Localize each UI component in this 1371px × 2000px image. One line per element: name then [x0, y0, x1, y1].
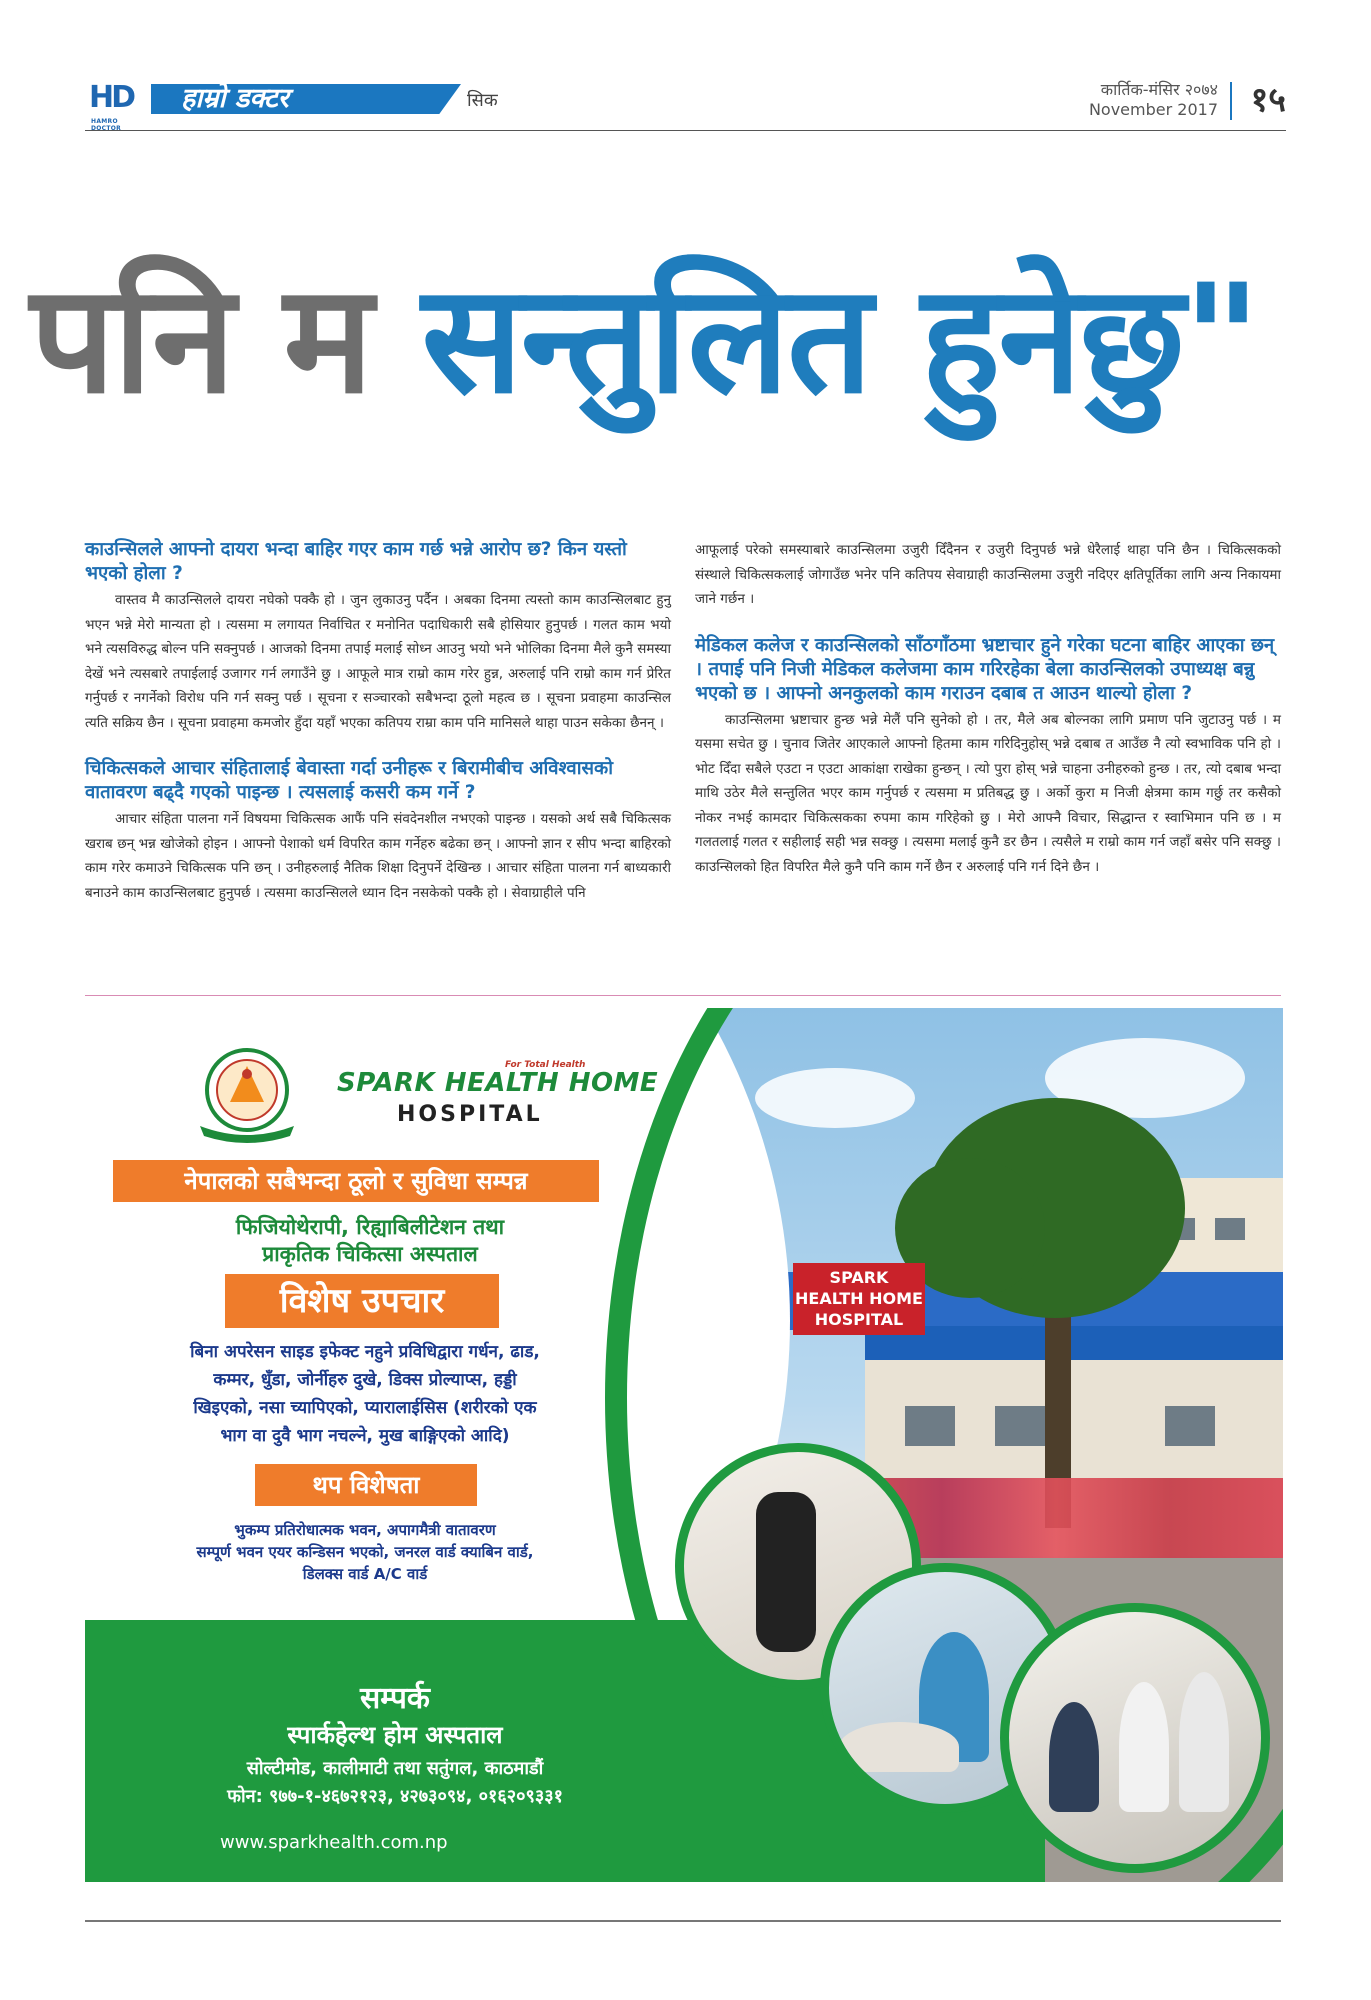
special-line-1: बिना अपरेसन साइड इफेक्ट नहुने प्रविधिद्वारा गर्धन, ढाड, [190, 1342, 540, 1362]
contact-phone: फोन: ९७७-१-४६७२१२३, ४२७३०९४, ०१६२०९३३१ [227, 1786, 563, 1807]
ad-subtitle-2: प्राकृतिक चिकित्सा अस्पताल [262, 1242, 478, 1266]
date-nepali: कार्तिक-मंसिर २०७४ [1100, 80, 1218, 99]
hospital-emblem [180, 1044, 314, 1144]
question-1: काउन्सिलले आफ्नो दायरा भन्दा बाहिर गएर काम गर्छ भन्ने आरोप छ? किन यस्तो भएको होला ? [85, 539, 627, 584]
yoga-figure [1119, 1682, 1169, 1812]
date-english: November 2017 [1088, 100, 1218, 119]
article-column-right [695, 538, 1281, 901]
hospital-tagline-small: For Total Health [505, 1060, 586, 1070]
hospital-name-line-2: HOSPITAL [397, 1102, 543, 1127]
headline-part-1: पनि म [30, 253, 422, 427]
contact-address: सोल्टीमोड, कालीमाटी तथा सतुंगल, काठमाडौं [246, 1758, 544, 1779]
yoga-figure [1179, 1672, 1229, 1812]
section-label: सिक [467, 90, 498, 111]
contact-title: सम्पर्क [360, 1681, 430, 1716]
article-column-left [85, 538, 671, 927]
article-ad-divider [85, 995, 1281, 996]
sign-line-3: HOSPITAL [814, 1310, 904, 1329]
page-header [85, 78, 1286, 131]
logo-subtext: HAMRO DOCTOR [91, 118, 122, 132]
article-headline [30, 250, 1259, 430]
ad-subtitle-1: फिजियोथेरापी, रिह्याबिलीटेशन तथा [235, 1215, 505, 1239]
hospital-advertisement [85, 1008, 1283, 1882]
issue-date [1089, 80, 1218, 120]
special-line-4: भाग वा दुवै भाग नचल्ने, मुख बाङ्गिएको आदि) [220, 1426, 510, 1446]
yoga-class-photo [1000, 1603, 1270, 1873]
header-divider [1230, 82, 1232, 120]
headline-part-2: सन्तुलित हुनेछु" [421, 253, 1260, 427]
answer-1: वास्तव मै काउन्सिलले दायरा नघेको पक्कै हो । जुन लुकाउनु पर्दैन । अबका दिनमा त्यस्तो काम काउन्सिलबाट हुनु भएन भन्ने मेरो मान्यता हो । त्यसमा म लगायत निर्वाचित र मनोनित पदाधिकारी सबै होसियार हुनुपर्छ । गलत काम भयो भने त्यसविरुद्ध बोल्न पनि सक्नुपर्छ । आजको दिनमा तपाई मलाई सोध्न आउनु भयो भने भोलिका दिनमा मैले कुनै समस्या देखें भने त्यसबारे तपाईलाई उजागर गर्न लगाउँने छु । आफूले मात्र राम्रो काम गरेर हुन्न, अरुलाई पनि राम्रो काम गर्न प्रेरित गर्नुपर्छ र नगर्नेको विरोध पनि गर्न सक्नु पर्छ । सूचना र सञ्चारको सबैभन्दा ठूलो महत्व छ । सूचना प्रवाहमा काउन्सिल त्यति सक्रिय छैन । सूचना प्रवाहमा कमजोर हुँदा यहाँ भएका कतिपय राम्रा काम पनि मानिसले थाहा पाउन सकेका छैनन् । [85, 592, 671, 731]
extra-line-1: भुकम्प प्रतिरोधात्मक भवन, अपागमैत्री वातावरण [234, 1521, 496, 1539]
contact-hospital-name: स्पार्कहेल्थ होम अस्पताल [287, 1721, 503, 1749]
sign-line-2: HEALTH HOME [795, 1289, 923, 1308]
hospital-name-line-1: SPARK HEALTH HOME [337, 1068, 659, 1098]
yoga-figure [1049, 1702, 1099, 1812]
special-line-3: खिइएको, नसा च्यापिएको, प्यारालाईसिस (शरीरको एक [193, 1398, 537, 1418]
extra-line-2: सम्पूर्ण भवन एयर कन्डिसन भएको, जनरल वार्ड क्याबिन वार्ड, [196, 1543, 534, 1561]
page-number: १५ [1250, 80, 1286, 120]
magazine-name: हाम्रो डक्टर [181, 83, 289, 114]
extra-features-title: थप विशेषता [255, 1464, 477, 1506]
answer-2: आचार संहिता पालना गर्ने विषयमा चिकित्सक आफैं पनि संवदेनशील नभएको पाइन्छ । यसको अर्थ सबै चिकित्सक खराब छन् भन्न खोजेको होइन । आफ्नो पेशाको धर्म विपरित काम गर्नेहरु बढेका छन् । आफ्नो ज्ञान र सीप भन्दा बाहिरको काम गरेर कमाउने चिकित्सक पनि छन् । उनीहरुलाई नैतिक शिक्षा दिनुपर्ने देखिन्छ । आचार संहिता पालना गर्न बाध्यकारी बनाउने काम काउन्सिलबाट हुनुपर्छ । त्यसमा काउन्सिलले ध्यान दिन नसकेको पक्कै हो । सेवाग्राहीले पनि [85, 811, 671, 901]
extra-line-3: डिलक्स वार्ड A/C वार्ड [302, 1565, 428, 1583]
special-line-2: कम्मर, धुँडा, जोर्नीहरु दुखे, डिक्स प्रोल्याप्स, हड्डी [213, 1370, 517, 1390]
special-treatment-title: विशेष उपचार [225, 1274, 499, 1328]
answer-3: काउन्सिलमा भ्रष्टाचार हुन्छ भन्ने मेलैं पनि सुनेको हो । तर, मैले अब बोल्नका लागि प्रमाण पनि जुटाउनु पर्छ । म यसमा सचेत छु । चुनाव जितेर आएकाले आफ्नो हितमा काम गरिदिनुहोस् भन्ने दबाब त आउँछ नै त्यो स्वभाविक पनि हो । भोट दिँदा सबैले एउटा न एउटा आकांक्षा राखेका हुन्छन् । त्यो पुरा होस् भन्ने चाहना उनीहरुको हुन्छ । तर, त्यो दबाब भन्दा माथि उठेर मैले सन्तुलित भएर काम गर्नुपर्छ र त्यसमा म प्रतिबद्ध छु । अर्को कुरा म निजी क्षेत्रमा काम गर्छु तर कसैको नोकर नभई कामदार चिकित्सकका रुपमा काम गरिहेको छु । मेरो आफ्नै विचार, सिद्धान्त र स्वाभिमान पनि छ । म गलतलाई गलत र सहीलाई सही भन्न सक्छु । त्यसमा मलाई कुनै डर छैन । त्यसैले म राम्रो काम गर्न जहाँ बसेर पनि सक्छु । काउन्सिलको हित विपरित मैले कुनै पनि काम गर्ने छैन र अरुलाई पनि गर्न दिने छैन । [695, 711, 1281, 875]
logo-mark: HD [89, 80, 134, 115]
magazine-logo [89, 80, 147, 132]
answer-2-continued: आफूलाई परेको समस्याबारे काउन्सिलमा उजुरी दिँदैनन र उजुरी दिनुपर्छ भन्ने धेरैलाई थाहा पनि छैन । चिकित्सकको संस्थाले चिकित्सकलाई जोगाउँछ भनेर पनि कतिपय सेवाग्राही काउन्सिलमा उजुरी नदिएर क्षतिपूर्तिका लागि अन्य निकायमा जाने गर्छन । [695, 542, 1281, 607]
patient-figure [839, 1722, 959, 1772]
footer-rule [85, 1920, 1281, 1922]
hospital-website-link[interactable]: www.sparkhealth.com.np [220, 1832, 448, 1853]
question-2: चिकित्सकले आचार संहितालाई बेवास्ता गर्दा उनीहरू र बिरामीबीच अविश्वासको वातावरण बढ्दै गएको पाइन्छ । त्यसलाई कसरी कम गर्ने ? [85, 758, 613, 803]
knee-brace [756, 1492, 816, 1652]
sign-line-1: SPARK [829, 1268, 889, 1287]
question-3: मेडिकल कलेज र काउन्सिलको साँठगाँठमा भ्रष्टाचार हुने गरेका घटना बाहिर आएका छन् । तपाई पनि निजी मेडिकल कलेजमा काम गरिरहेका बेला काउन्सिलको उपाध्यक्ष बन्नु भएको छ । आफ्नो अनकुलको काम गराउन दबाब त आउन थाल्यो होला ? [695, 634, 1275, 704]
ad-tagline-band: नेपालको सबैभन्दा ठूलो र सुविधा सम्पन्न [113, 1160, 599, 1202]
